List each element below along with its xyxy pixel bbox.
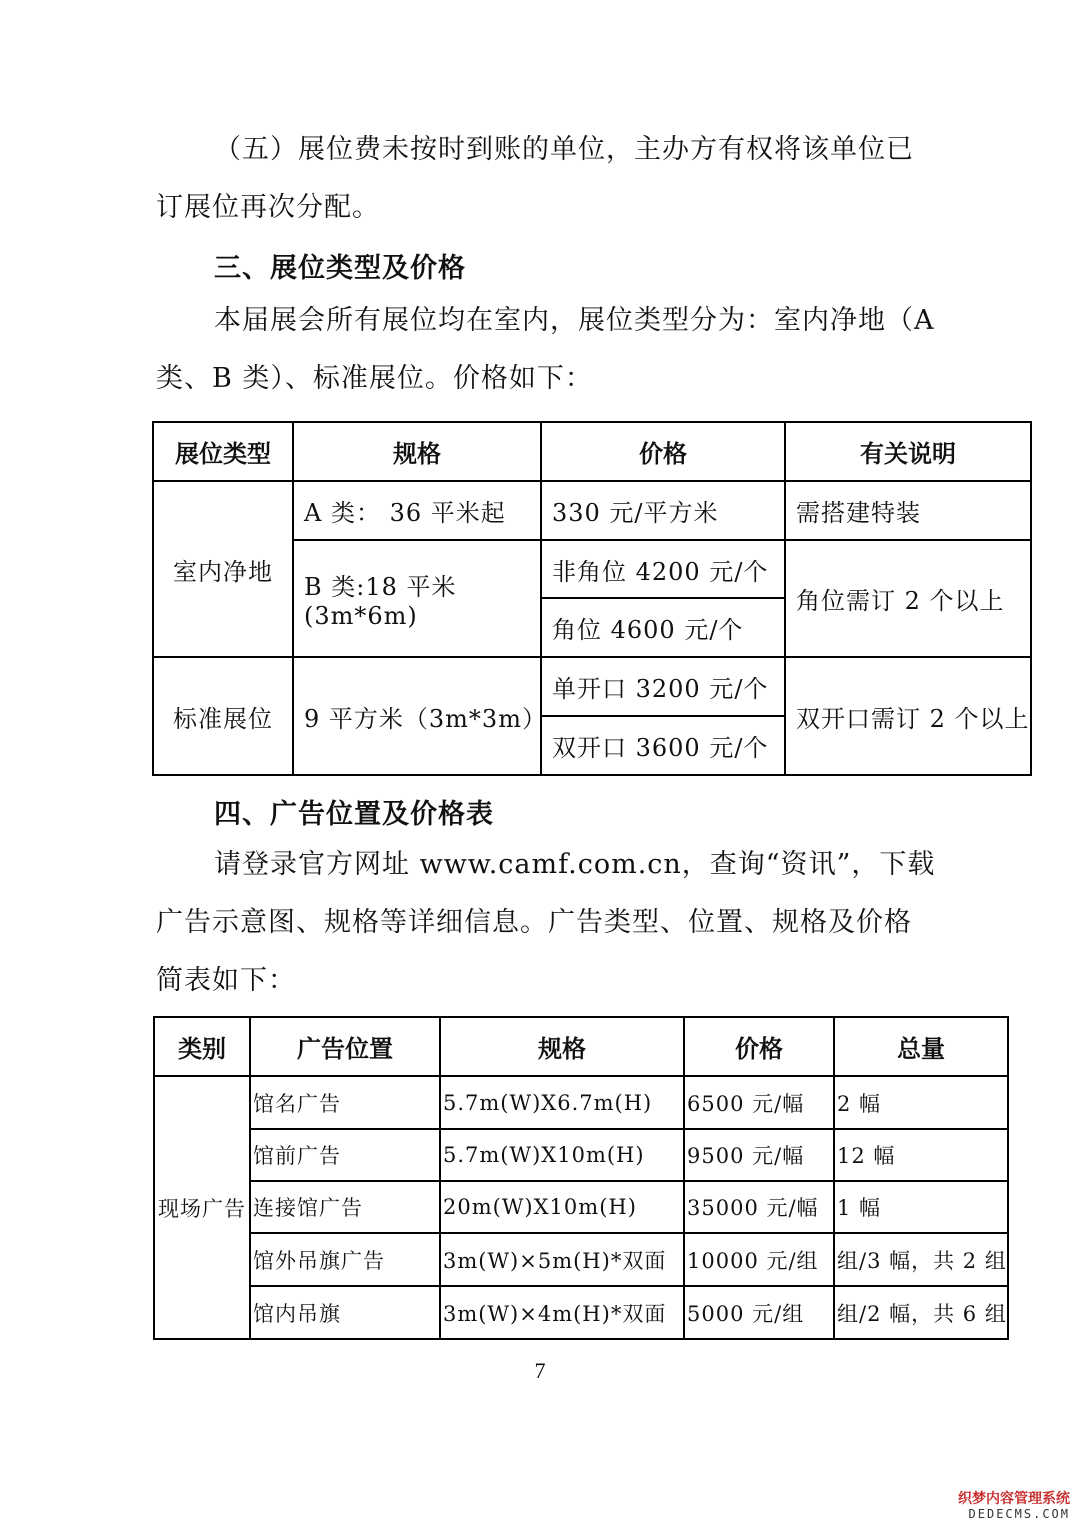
total-cell: 组/3 幅，共 2 组 [834, 1233, 1008, 1286]
position-cell: 馆前广告 [250, 1129, 440, 1181]
paragraph-line: 简表如下： [156, 965, 296, 996]
paragraph-line: 本届展会所有展位均在室内，展位类型分为：室内净地（A [214, 305, 935, 336]
price-cell: 9500 元/幅 [684, 1129, 834, 1181]
table-header-row [154, 1017, 1008, 1076]
column-header: 广告位置 [250, 1017, 440, 1076]
page-number: 7 [534, 1358, 546, 1383]
column-header: 总量 [834, 1017, 1008, 1076]
total-cell: 1 幅 [834, 1181, 1008, 1233]
paragraph-line: 请登录官方网址 www.camf.com.cn，查询“资讯”，下载 [214, 849, 936, 880]
total-cell: 12 幅 [834, 1129, 1008, 1181]
paragraph-booth-fee [156, 121, 946, 237]
paragraph-ads-intro [156, 836, 946, 1010]
spec-cell: 20m(W)X10m(H) [440, 1181, 684, 1233]
position-cell: 馆内吊旗 [250, 1286, 440, 1339]
total-cell: 组/2 幅，共 6 组 [834, 1286, 1008, 1339]
table-row [154, 1233, 1008, 1286]
watermark-domain: DEDECMS.COM [968, 1506, 1070, 1521]
spec-cell: A 类： 36 平米起 [293, 481, 541, 540]
position-cell: 连接馆广告 [250, 1181, 440, 1233]
table-row [154, 1076, 1008, 1129]
price-cell: 330 元/平方米 [541, 481, 785, 540]
paragraph-booth-intro [156, 292, 946, 408]
section-heading-booth-types: 三、展位类型及价格 [214, 253, 466, 284]
spec-cell: 5.7m(W)X10m(H) [440, 1129, 684, 1181]
price-cell: 6500 元/幅 [684, 1076, 834, 1129]
price-cell: 5000 元/组 [684, 1286, 834, 1339]
position-cell: 馆外吊旗广告 [250, 1233, 440, 1286]
column-header: 有关说明 [785, 422, 1031, 481]
paragraph-line: 订展位再次分配。 [156, 192, 380, 223]
section-heading-ads: 四、广告位置及价格表 [214, 799, 494, 830]
paragraph-line: （五）展位费未按时到账的单位，主办方有权将该单位已 [214, 134, 914, 165]
watermark-title: 织梦内容管理系统 [958, 1491, 1070, 1508]
spec-cell: 3m(W)×4m(H)*双面 [440, 1286, 684, 1339]
spec-cell: 5.7m(W)X6.7m(H) [440, 1076, 684, 1129]
total-cell: 2 幅 [834, 1076, 1008, 1129]
table-row [154, 1286, 1008, 1339]
column-header: 规格 [293, 422, 541, 481]
note-cell: 需搭建特装 [785, 481, 1031, 540]
note-cell: 双开口需订 2 个以上 [785, 657, 1031, 775]
spec-cell: 9 平方米（3m*3m） [293, 657, 541, 775]
column-header: 价格 [684, 1017, 834, 1076]
column-header: 类别 [154, 1017, 250, 1076]
paragraph-line: 广告示意图、规格等详细信息。广告类型、位置、规格及价格 [156, 907, 912, 938]
table-header-row [153, 422, 1031, 481]
table-row [153, 481, 1031, 540]
table-row [154, 1181, 1008, 1233]
price-cell: 35000 元/幅 [684, 1181, 834, 1233]
booth-type-cell: 室内净地 [153, 481, 293, 657]
booth-price-table [152, 421, 1032, 776]
spec-cell: B 类:18 平米(3m*6m) [293, 540, 541, 657]
spec-cell: 3m(W)×5m(H)*双面 [440, 1233, 684, 1286]
price-cell: 10000 元/组 [684, 1233, 834, 1286]
booth-type-cell: 标准展位 [153, 657, 293, 775]
note-cell: 角位需订 2 个以上 [785, 540, 1031, 657]
price-cell: 角位 4600 元/个 [541, 598, 785, 657]
column-header: 展位类型 [153, 422, 293, 481]
position-cell: 馆名广告 [250, 1076, 440, 1129]
table-row [154, 1129, 1008, 1181]
watermark-logo [958, 1492, 1070, 1521]
category-cell: 现场广告 [154, 1076, 250, 1339]
column-header: 价格 [541, 422, 785, 481]
paragraph-line: 类、B 类）、标准展位。价格如下： [156, 363, 593, 394]
price-cell: 单开口 3200 元/个 [541, 657, 785, 716]
price-cell: 非角位 4200 元/个 [541, 540, 785, 598]
ad-price-table [153, 1016, 1009, 1340]
price-cell: 双开口 3600 元/个 [541, 716, 785, 775]
table-row [153, 657, 1031, 716]
column-header: 规格 [440, 1017, 684, 1076]
